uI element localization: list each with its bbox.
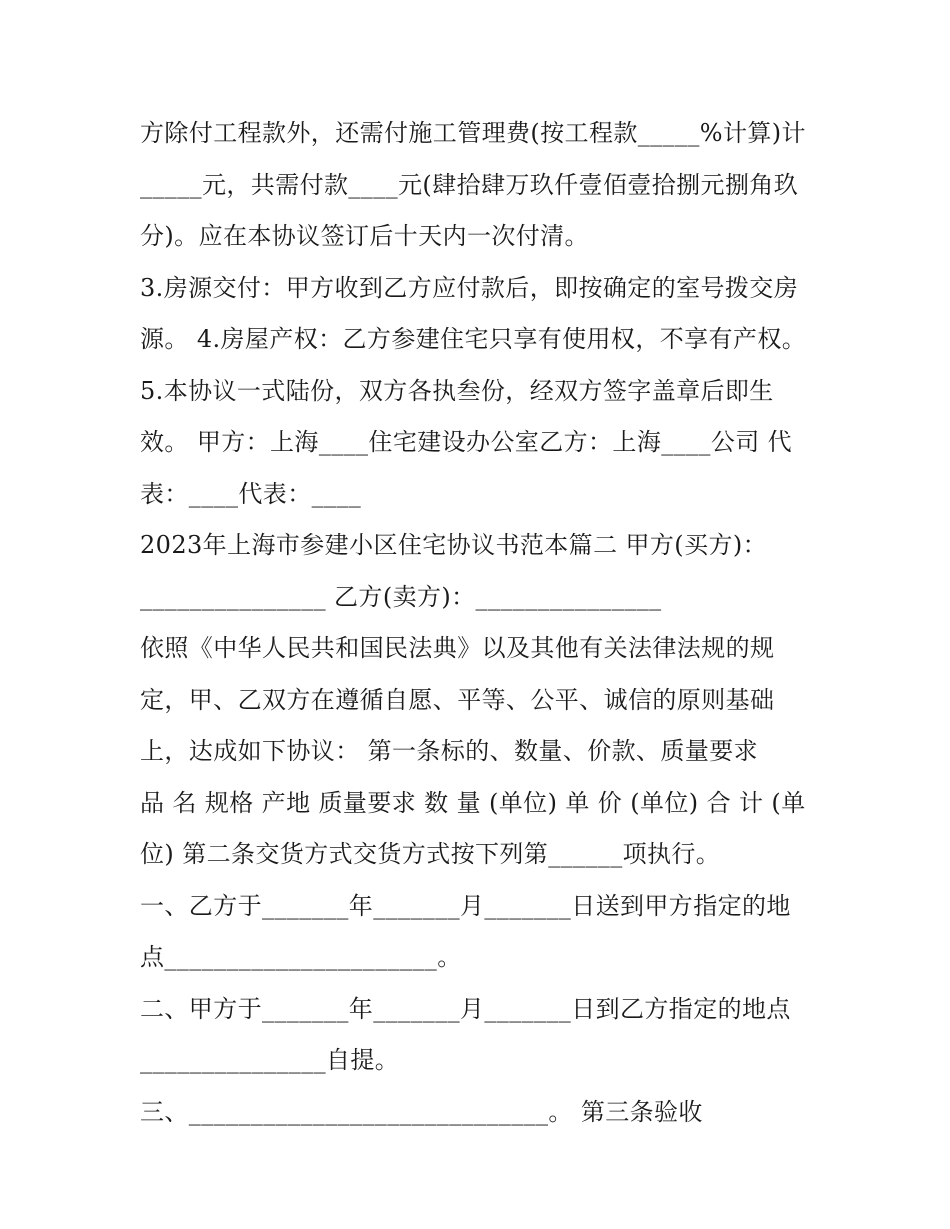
text-line: 三、_____________________________。 第三条验收	[140, 1097, 703, 1126]
text-line: 3.房源交付：甲方收到乙方应付款后，即按确定的室号拨交房	[140, 273, 799, 302]
text-line: 品 名 规格 产地 质量要求 数 量 (单位) 单 价 (单位) 合 计 (单	[140, 788, 806, 817]
text-line: 5.本协议一式陆份，双方各执叁份，经双方签字盖章后即生	[140, 376, 774, 405]
text-line: 表：____代表：____	[140, 479, 362, 508]
text-line: 位) 第二条交货方式交货方式按下列第______项执行。	[140, 840, 721, 868]
text-line: 效。 甲方：上海____住宅建设办公室乙方：上海____公司 代	[140, 428, 793, 456]
text-line: 2023年上海市参建小区住宅协议书范本篇二 甲方(买方)：	[140, 531, 768, 559]
text-line: _______________自提。	[140, 1046, 400, 1074]
text-line: 点______________________。	[140, 943, 462, 971]
text-line: 定，甲、乙双方在遵循自愿、平等、公平、诚信的原则基础	[140, 685, 775, 714]
text-line: 上，达成如下协议： 第一条标的、数量、价款、质量要求	[140, 737, 759, 765]
text-line: 二、甲方于_______年_______月_______日到乙方指定的地点	[140, 994, 791, 1023]
text-line: _______________ 乙方(卖方)：_______________	[140, 582, 662, 611]
text-line: 分)。应在本协议签订后十天内一次付清。	[140, 222, 589, 250]
text-line: _____元，共需付款____元(肆拾肆万玖仟壹佰壹拾捌元捌角玖	[140, 170, 799, 199]
text-line: 方除付工程款外，还需付施工管理费(按工程款_____%计算)计	[140, 119, 806, 147]
document-body	[140, 108, 820, 1138]
text-line: 依照《中华人民共和国民法典》以及其他有关法律法规的规	[140, 634, 775, 662]
text-line: 源。 4.房屋产权：乙方参建住宅只享有使用权，不享有产权。	[140, 325, 807, 353]
text-line: 一、乙方于_______年_______月_______日送到甲方指定的地	[140, 891, 791, 920]
